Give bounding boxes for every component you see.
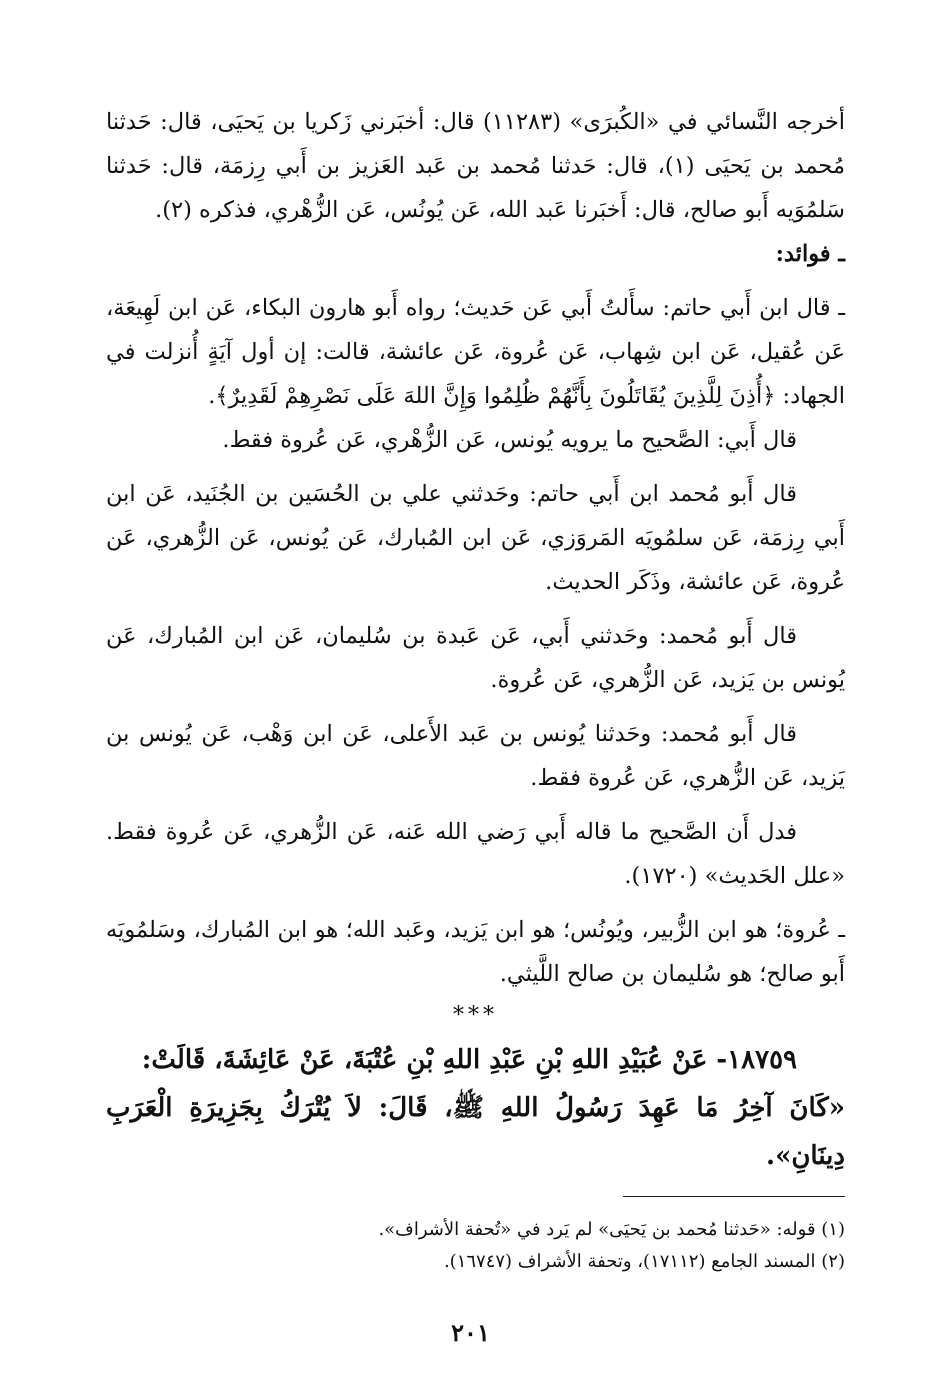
- main-text: [106, 100, 845, 1180]
- hadith-matn: «كَانَ آخِرُ مَا عَهِدَ رَسُولُ اللهِ ﷺ، قَالَ: لاَ يُتْرَكُ بِجَزِيرَةِ الْعَرَبِ دِينَانِ».: [106, 1093, 845, 1171]
- fawaid-heading: ـ فوائد:: [775, 241, 845, 267]
- footnotes: [106, 1214, 845, 1278]
- hadith-isnad: ١٨٧٥٩- عَنْ عُبَيْدِ اللهِ بْنِ عَبْدِ اللهِ بْنِ عُتْبَةَ، عَنْ عَائِشَةَ، قَالَتْ:: [141, 1045, 797, 1075]
- narrators-paragraph: ـ عُروة؛ هو ابن الزُّبير، ويُونُس؛ هو ابن يَزيد، وعَبد الله؛ هو ابن المُبارك، وسَلمُويَه أَبو صالح؛ هو سُليمان بن صالح اللَّيثي.: [106, 917, 845, 987]
- footnote-divider: [623, 1196, 845, 1197]
- abu-muhammad-paragraph-2: قال أَبو مُحمد: وحَدثني أَبي، عَن عَبدة بن سُليمان، عَن ابن المُبارك، عَن يُونس بن يَزيد، عَن الزُّهري، عَن عُروة.: [106, 623, 845, 693]
- ibn-abi-hatim-paragraph: ـ قال ابن أَبي حاتم: سأَلتُ أَبي عَن حَديث؛ رواه أَبو هارون البكاء، عَن ابن لَهِيعَة، عَن عُقيل، عَن ابن شِهاب، عَن عُروة، عَن عائشة، قالت: إن أول آيَةٍ أُنزلت في الجهاد: ﴿أُذِنَ لِلَّذِينَ يُقَاتَلُونَ بِأَنَّهُمْ ظُلِمُوا وَإِنَّ اللهَ عَلَى نَصْرِهِمْ لَقَدِيرٌ﴾.: [106, 295, 845, 409]
- footnote-1: (١) قوله: «حَدثنا مُحمد بن يَحيَى» لم يَرد في «تُحفة الأشراف».: [378, 1219, 845, 1240]
- page-number: ٢٠١: [451, 1318, 490, 1347]
- section-separator: ***: [453, 1003, 498, 1028]
- takhrij-paragraph: أخرجه النَّسائي في «الكُبرَى» (١١٢٨٣) قال: أخبَرني زَكريا بن يَحيَى، قال: حَدثنا مُحمد بن يَحيَى (١)، قال: حَدثنا مُحمد بن عَبد العَزيز بن أَبي رِزمَة، قال: حَدثنا سَلمُوَيه أَبو صالح، قال: أَخبَرنا عَبد الله، عَن يُونُس، عَن الزُّهْري، فذكره (٢).: [106, 109, 845, 223]
- footnote-2: (٢) المسند الجامع (١٧١١٢)، وتحفة الأشراف (١٦٧٤٧).: [443, 1251, 845, 1272]
- abi-saying-paragraph: قال أَبي: الصَّحيح ما يرويه يُونس، عَن الزُّهْري، عَن عُروة فقط.: [222, 427, 797, 453]
- abu-muhammad-paragraph-3: قال أَبو مُحمد: وحَدثنا يُونس بن عَبد الأَعلى، عَن ابن وَهْب، عَن يُونس بن يَزيد، عَن الزُّهري، عَن عُروة فقط.: [106, 721, 845, 791]
- conclusion-paragraph: فدل أَن الصَّحيح ما قاله أَبي رَضي الله عَنه، عَن الزُّهري، عَن عُروة فقط. «علل الحَديث» (١٧٢٠).: [106, 819, 845, 889]
- abu-muhammad-paragraph-1: قال أَبو مُحمد ابن أَبي حاتم: وحَدثني علي بن الحُسَين بن الجُنَيد، عَن ابن أَبي رِزمَة، عَن سلمُويَه المَروَزي، عَن ابن المُبارك، عَن يُونس، عَن الزُّهري، عَن عُروة، عَن عائشة، وذَكَر الحديث.: [106, 481, 845, 595]
